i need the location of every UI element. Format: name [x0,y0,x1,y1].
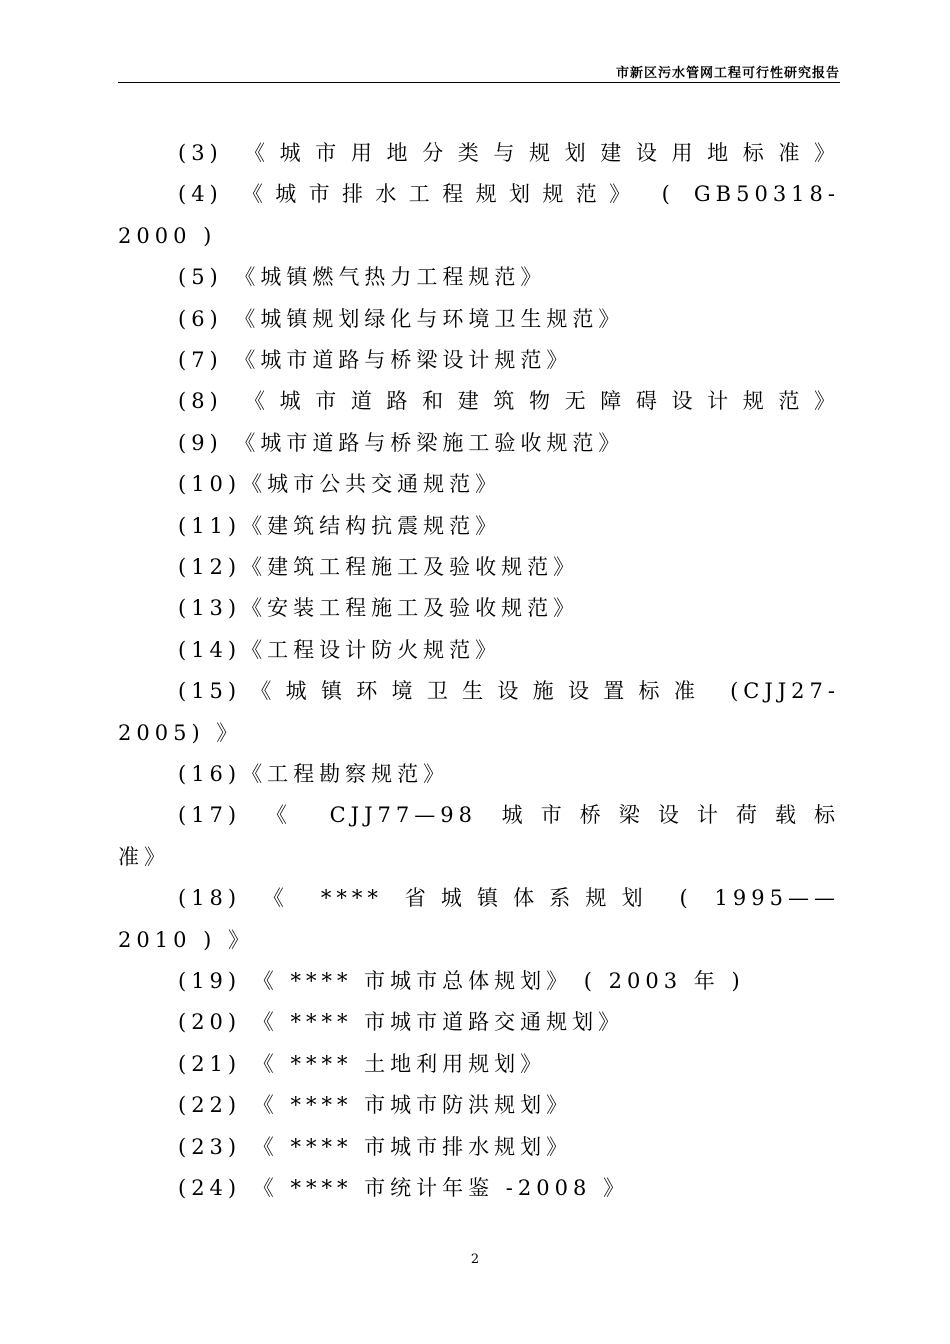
list-item: (22) 《 **** 市城市防洪规划》 [178,1093,573,1118]
list-item: (6) 《城镇规划绿化与环境卫生规范》 [178,306,625,331]
list-item-continuation: 2005) 》 [118,720,243,745]
list-item: (18) 《 **** 省城镇体系规划 ( 1995—— [178,886,840,911]
list-item: (23) 《 **** 市城市排水规划》 [178,1134,573,1159]
list-item: (10)《城市公共交通规范》 [178,472,502,497]
list-item-continuation: 2010 ) 》 [118,927,254,952]
header-divider [118,82,840,83]
list-item: (13)《安装工程施工及验收规范》 [178,596,580,621]
list-item: (4) 《城市排水工程规划规范》 ( GB50318- [178,182,840,207]
list-item: (15)《城镇环境卫生设施设置标准 (CJJ27- [178,679,840,704]
list-item: (8) 《城市道路和建筑物无障碍设计规范》 [178,389,840,414]
list-item: (21) 《 **** 土地利用规划》 [178,1051,547,1076]
list-item: (16)《工程勘察规范》 [178,762,450,787]
list-item: (3) 《城市用地分类与规划建设用地标准》 [178,141,840,165]
list-item: (17) 《 CJJ77—98 城市桥梁设计荷载标 [178,803,840,828]
list-item: (20) 《 **** 市城市道路交通规划》 [178,1010,625,1035]
list-item: (24) 《 **** 市统计年鉴 -2008 》 [178,1176,630,1201]
list-item: (7) 《城市道路与桥梁设计规范》 [178,348,573,372]
list-item-continuation: 2000 ) [118,223,217,248]
running-header-title: 市新区污水管网工程可行性研究报告 [615,66,840,81]
list-item-continuation: 准》 [118,844,170,869]
list-item: (5) 《城镇燃气热力工程规范》 [178,265,547,290]
list-item: (19) 《 **** 市城市总体规划》 ( 2003 年 ) [178,969,745,994]
page-number: 2 [470,1252,480,1267]
list-item: (12)《建筑工程施工及验收规范》 [178,555,580,580]
reference-list [118,133,840,1209]
list-item: (11)《建筑结构抗震规范》 [178,513,502,538]
list-item: (14)《工程设计防火规范》 [178,637,502,662]
list-item: (9) 《城市道路与桥梁施工验收规范》 [178,430,625,455]
